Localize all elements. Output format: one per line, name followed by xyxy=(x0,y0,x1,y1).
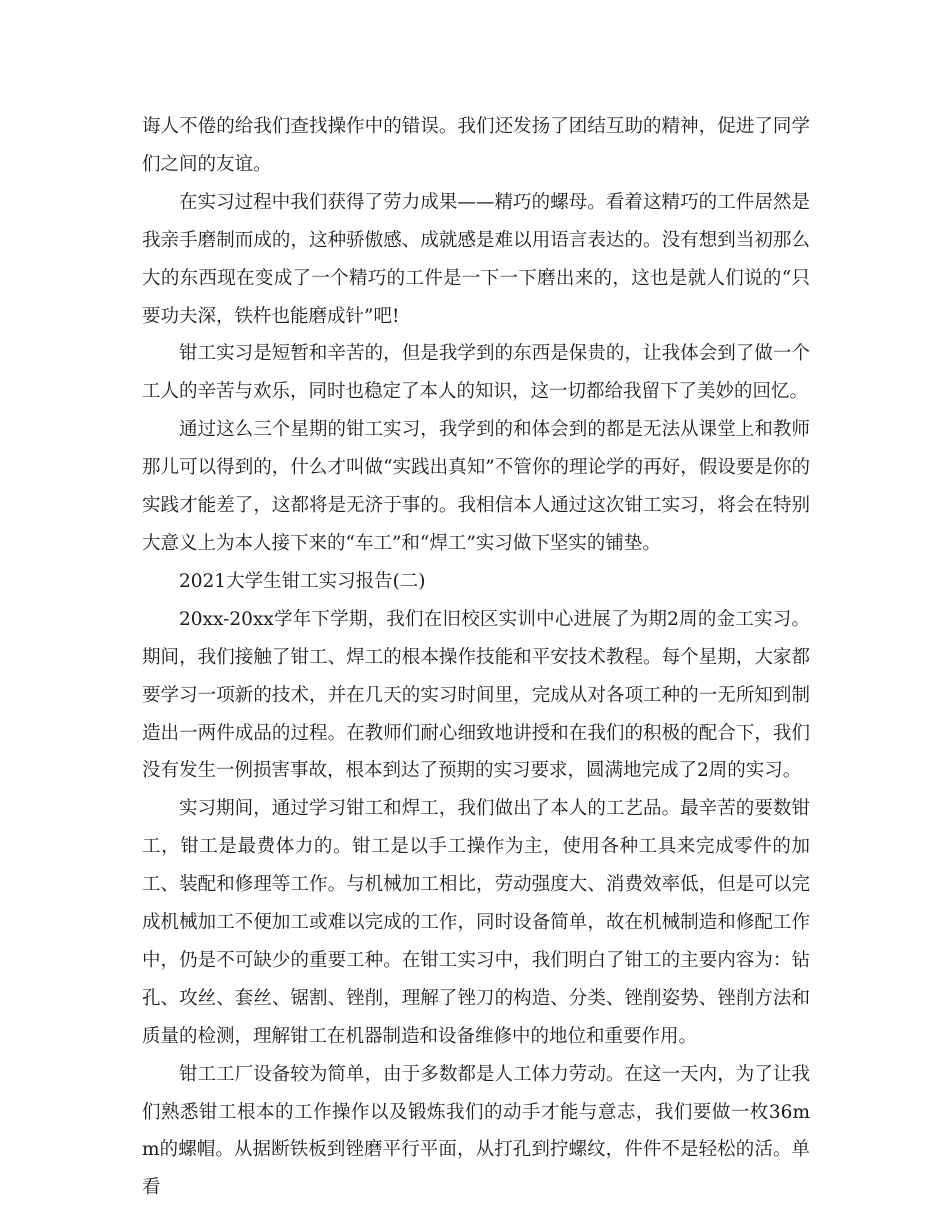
paragraph-7: 钳工工厂设备较为简单，由于多数都是人工体力劳动。在这一天内，为了让我们熟悉钳工根本的工作操作以及锻炼我们的动手才能与意志，我们要做一枚36mm的螺帽。从据断铁板到锉磨平行平面，从打孔到拧螺纹，件件不是轻松的活。单看 xyxy=(142,1063,810,1199)
paragraph-6: 实习期间，通过学习钳工和焊工，我们做出了本人的工艺品。最辛苦的要数钳工，钳工是最费体力的。钳工是以手工操作为主，使用各种工具来完成零件的加工、装配和修理等工作。与机械加工相比，劳动强度大、消费效率低，但是可以完成机械加工不便加工或难以完成的工作，同时设备简单，故在机械制造和修配工作中，仍是不可缺少的重要工种。在钳工实习中，我们明白了钳工的主要内容为：钻孔、攻丝、套丝、锯割、锉削，理解了锉刀的构造、分类、锉削姿势、锉削方法和质量的检测，理解钳工在机器制造和设备维修中的地位和重要作用。 xyxy=(142,798,810,1047)
document-page xyxy=(142,108,810,1207)
paragraph-1: 诲人不倦的给我们查找操作中的错误。我们还发扬了团结互助的精神，促进了同学们之间的友谊。 xyxy=(142,116,810,175)
paragraph-4: 通过这么三个星期的钳工实习，我学到的和体会到的都是无法从课堂上和教师那儿可以得到的，什么才叫做“实践出真知”不管你的理论学的再好，假设要是你的实践才能差了，这都将是无济于事的。我相信本人通过这次钳工实习，将会在特别大意义上为本人接下来的“车工”和“焊工”实习做下坚实的铺垫。 xyxy=(142,419,810,554)
paragraph-5: 20xx-20xx学年下学期，我们在旧校区实训中心进展了为期2周的金工实习。期间，我们接触了钳工、焊工的根本操作技能和平安技术教程。每个星期，大家都要学习一项新的技术，并在几天的实习时间里，完成从对各项工种的一无所知到制造出一两件成品的过程。在教师们耐心细致地讲授和在我们的积极的配合下，我们没有发生一例损害事故，根本到达了预期的实习要求，圆满地完成了2周的实习。 xyxy=(142,608,810,782)
paragraph-3: 钳工实习是短暂和辛苦的，但是我学到的东西是保贵的，让我体会到了做一个工人的辛苦与欢乐，同时也稳定了本人的知识，这一切都给我留下了美妙的回忆。 xyxy=(142,343,810,403)
paragraph-2: 在实习过程中我们获得了劳力成果——精巧的螺母。看着这精巧的工件居然是我亲手磨制而成的，这种骄傲感、成就感是难以用语言表达的。没有想到当初那么大的东西现在变成了一个精巧的工件是一下一下磨出来的，这也是就人们说的“只要功夫深，铁杵也能磨成针”吧! xyxy=(142,191,810,327)
section-heading: 2021大学生钳工实习报告(二) xyxy=(179,570,426,592)
